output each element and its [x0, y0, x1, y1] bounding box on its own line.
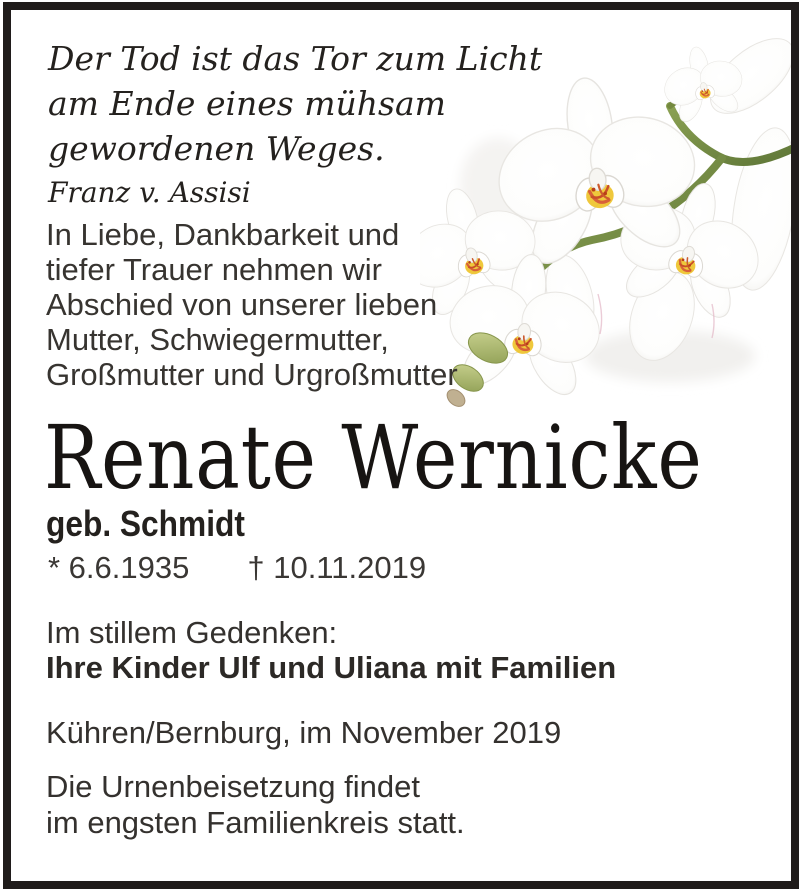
place-date: Kühren/Bernburg, im November 2019: [46, 715, 562, 750]
life-dates: [48, 550, 426, 585]
intro-line: Mutter, Schwiegermutter,: [46, 322, 389, 357]
quote-attribution: Franz v. Assisi: [48, 176, 251, 209]
funeral-note: [46, 769, 465, 841]
intro-line: Großmutter und Urgroßmutter: [46, 357, 458, 392]
deceased-name: Renate Wernicke: [44, 406, 703, 509]
birth-date: * 6.6.1935: [48, 550, 190, 585]
birth-name-text: geb. Schmidt: [46, 503, 245, 544]
quote-line: am Ende eines mühsam: [48, 84, 446, 123]
quote-line: Der Tod ist das Tor zum Licht: [48, 39, 543, 78]
opening-quote: [48, 36, 542, 213]
birth-name: [46, 504, 272, 544]
funeral-note-line: im engsten Familienkreis statt.: [46, 805, 465, 840]
intro-line: tiefer Trauer nehmen wir: [46, 252, 382, 287]
memorial-names: Ihre Kinder Ulf und Uliana mit Familien: [46, 650, 617, 685]
funeral-note-line: Die Urnenbeisetzung findet: [46, 769, 420, 804]
quote-line: gewordenen Weges.: [48, 129, 385, 168]
memorial-intro: Im stillem Gedenken:: [46, 615, 338, 650]
memorial-block: [46, 615, 616, 685]
intro-line: In Liebe, Dankbarkeit und: [46, 217, 400, 252]
intro-text: [46, 217, 458, 392]
deceased-name-block: [44, 406, 800, 509]
death-date: † 10.11.2019: [247, 550, 427, 585]
intro-line: Abschied von unserer lieben: [46, 287, 438, 322]
